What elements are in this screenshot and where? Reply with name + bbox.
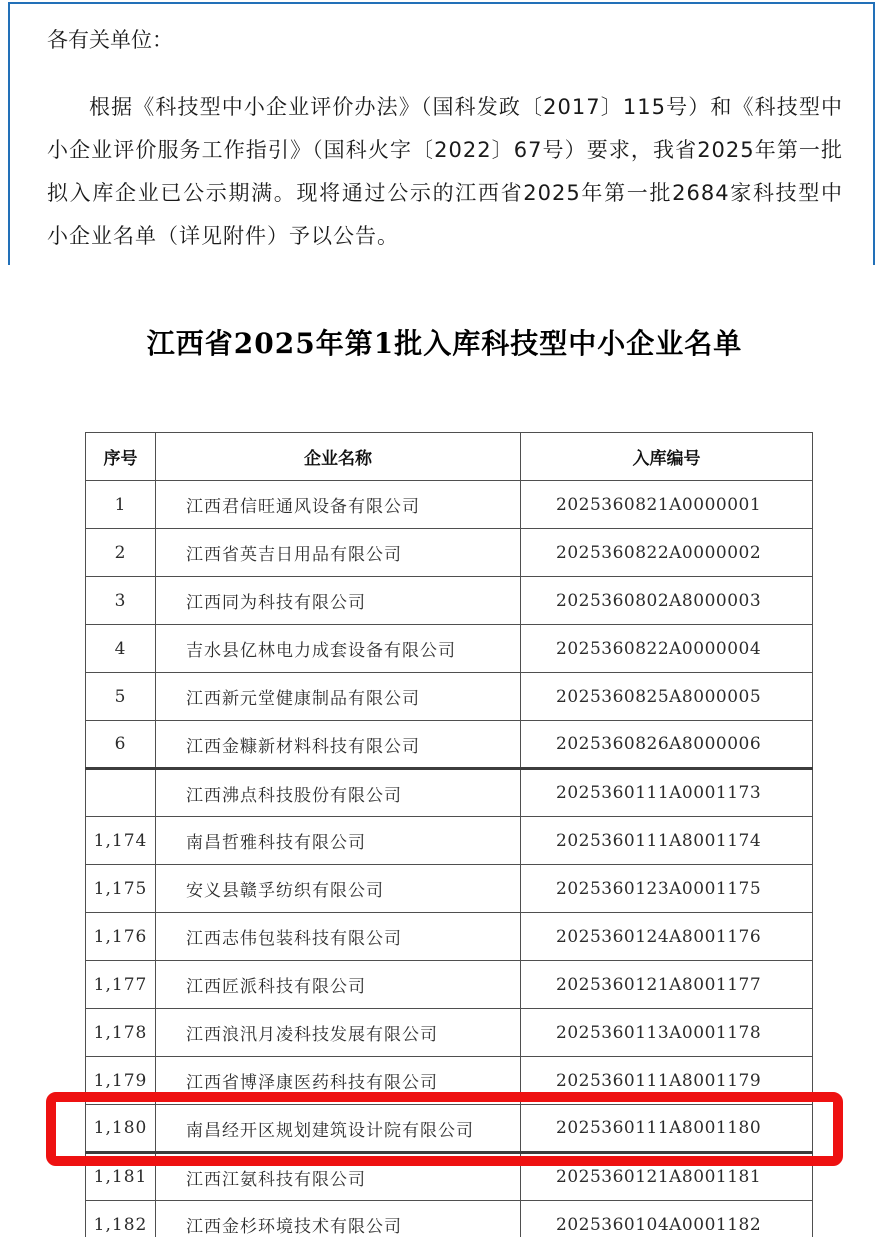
row-index: 1,179 <box>86 1057 156 1105</box>
company-name: 江西金糠新材料科技有限公司 <box>156 721 521 769</box>
table-row <box>86 961 813 1009</box>
registration-code: 2025360104A0001182 <box>521 1201 813 1237</box>
company-name: 江西浪汛月凌科技发展有限公司 <box>156 1009 521 1057</box>
table-row <box>86 865 813 913</box>
registration-code: 2025360822A0000002 <box>521 529 813 577</box>
table-row <box>86 817 813 865</box>
table-row <box>86 1201 813 1237</box>
row-index: 3 <box>86 577 156 625</box>
table-row <box>86 673 813 721</box>
table-row <box>86 1057 813 1105</box>
table-row <box>86 529 813 577</box>
table-header-row <box>86 433 813 481</box>
table-row <box>86 1153 813 1201</box>
row-index: 1,181 <box>86 1153 156 1201</box>
company-name: 江西君信旺通风设备有限公司 <box>156 481 521 529</box>
row-index: 1,176 <box>86 913 156 961</box>
table-row <box>86 721 813 769</box>
registration-code: 2025360121A8001177 <box>521 961 813 1009</box>
registration-code: 2025360825A8000005 <box>521 673 813 721</box>
table-row <box>86 625 813 673</box>
notice-paragraph: 根据《科技型中小企业评价办法》（国科发政〔2017〕115号）和《科技型中小企业评价服务工作指引》（国科火字〔2022〕67号）要求，我省2025年第一批拟入库企业已公示期满。现将通过公示的江西省2025年第一批2684家科技型中小企业名单（详见附件）予以公告。 <box>47 95 843 248</box>
column-header-company-name: 企业名称 <box>156 433 521 481</box>
company-name: 吉水县亿林电力成套设备有限公司 <box>156 625 521 673</box>
registration-code: 2025360821A0000001 <box>521 481 813 529</box>
registration-code: 2025360802A8000003 <box>521 577 813 625</box>
table-row <box>86 1009 813 1057</box>
row-index: 5 <box>86 673 156 721</box>
company-name: 江西同为科技有限公司 <box>156 577 521 625</box>
salutation-text: 各有关单位： <box>47 28 173 52</box>
registration-code: 2025360826A8000006 <box>521 721 813 769</box>
company-table <box>85 432 813 1237</box>
row-index: 2 <box>86 529 156 577</box>
row-index: 1 <box>86 481 156 529</box>
company-name: 江西新元堂健康制品有限公司 <box>156 673 521 721</box>
column-header-registration-code: 入库编号 <box>521 433 813 481</box>
company-name: 安义县赣孚纺织有限公司 <box>156 865 521 913</box>
table-row <box>86 1105 813 1153</box>
row-index: 6 <box>86 721 156 769</box>
company-name: 江西匠派科技有限公司 <box>156 961 521 1009</box>
row-index: 4 <box>86 625 156 673</box>
notice-box <box>8 2 875 265</box>
row-index: 1,178 <box>86 1009 156 1057</box>
row-index: 1,174 <box>86 817 156 865</box>
company-name: 江西省英吉日用品有限公司 <box>156 529 521 577</box>
company-name: 江西金杉环境技术有限公司 <box>156 1201 521 1237</box>
list-title: 江西省2025年第1批入库科技型中小企业名单 <box>146 327 743 360</box>
table-row <box>86 769 813 817</box>
registration-code: 2025360121A8001181 <box>521 1153 813 1201</box>
row-index <box>86 769 156 817</box>
table-row <box>86 577 813 625</box>
row-index: 1,177 <box>86 961 156 1009</box>
registration-code: 2025360111A8001179 <box>521 1057 813 1105</box>
column-header-index: 序号 <box>86 433 156 481</box>
company-name: 江西志伟包装科技有限公司 <box>156 913 521 961</box>
registration-code: 2025360111A8001180 <box>521 1105 813 1153</box>
row-index: 1,175 <box>86 865 156 913</box>
registration-code: 2025360123A0001175 <box>521 865 813 913</box>
company-name: 南昌哲雅科技有限公司 <box>156 817 521 865</box>
company-table-wrap <box>85 432 812 1237</box>
table-row <box>86 913 813 961</box>
company-name: 南昌经开区规划建筑设计院有限公司 <box>156 1105 521 1153</box>
registration-code: 2025360822A0000004 <box>521 625 813 673</box>
row-index: 1,180 <box>86 1105 156 1153</box>
company-name: 江西沸点科技股份有限公司 <box>156 769 521 817</box>
registration-code: 2025360111A8001174 <box>521 817 813 865</box>
registration-code: 2025360111A0001173 <box>521 769 813 817</box>
table-row <box>86 481 813 529</box>
registration-code: 2025360113A0001178 <box>521 1009 813 1057</box>
registration-code: 2025360124A8001176 <box>521 913 813 961</box>
row-index: 1,182 <box>86 1201 156 1237</box>
company-name: 江西省博泽康医药科技有限公司 <box>156 1057 521 1105</box>
company-name: 江西江氨科技有限公司 <box>156 1153 521 1201</box>
